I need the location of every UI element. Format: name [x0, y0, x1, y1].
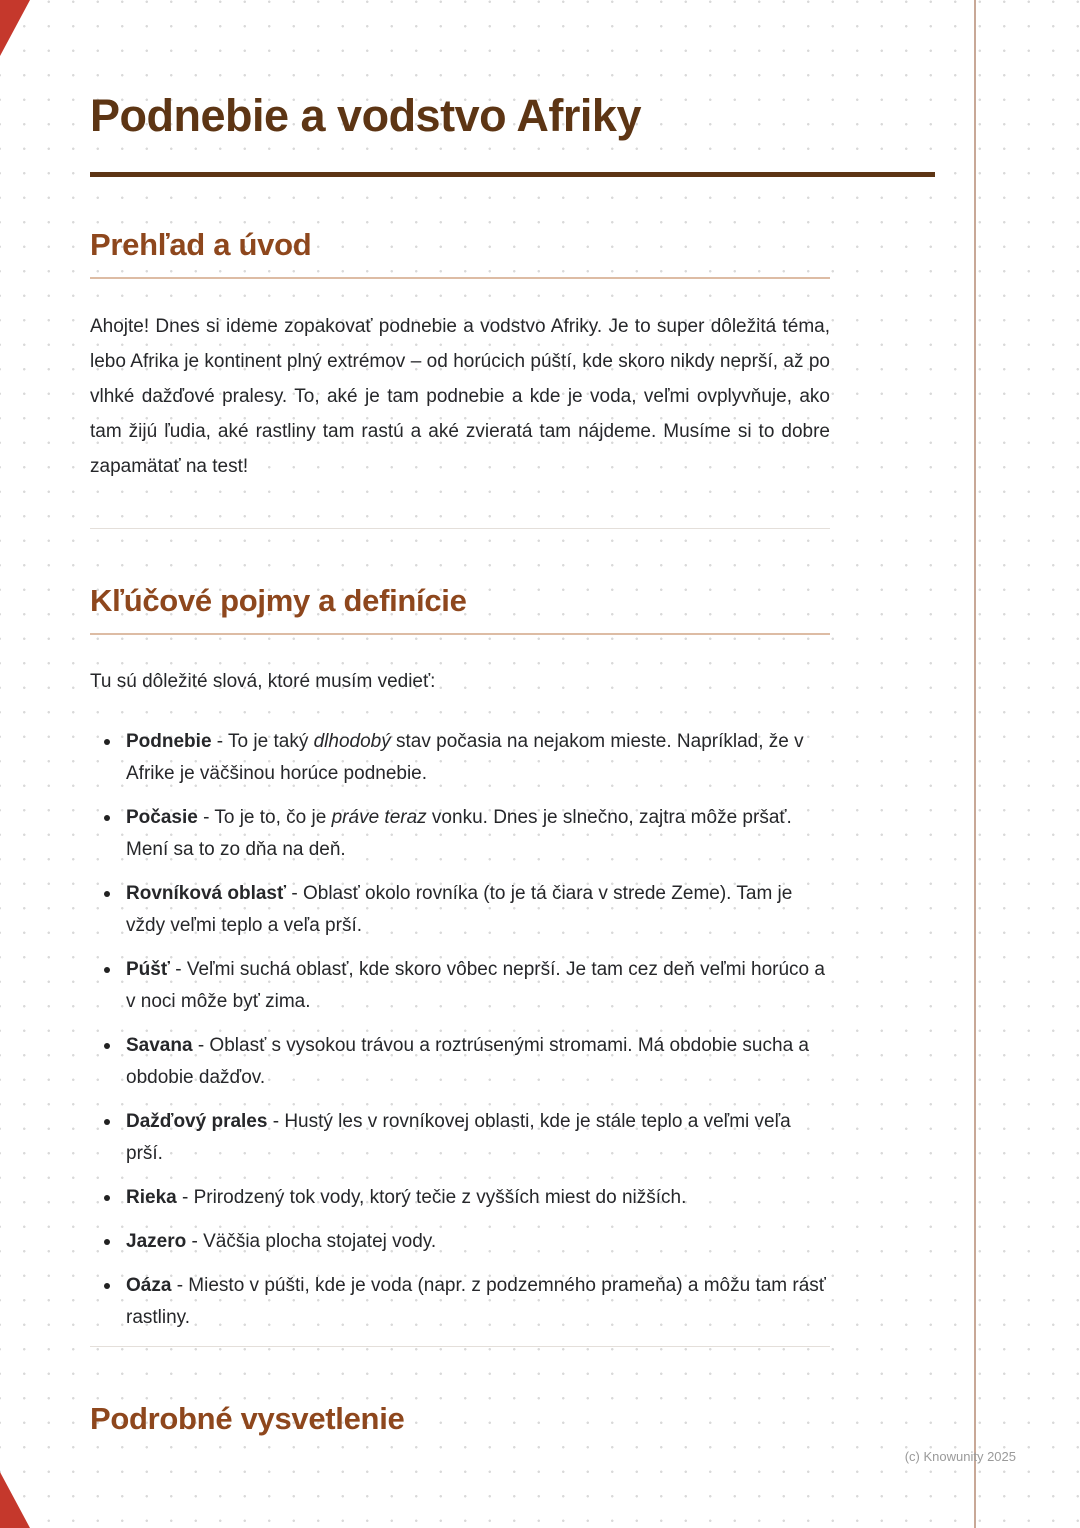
section-divider — [90, 528, 830, 529]
corner-mark-top-left — [0, 0, 30, 56]
term-item-savana — [90, 1030, 830, 1094]
section-divider — [90, 1346, 830, 1347]
term-definition: - To je to, čo je — [197, 807, 332, 828]
document-content — [90, 0, 830, 1451]
terms-intro: Tu sú dôležité slová, ktoré musím vedieť: — [90, 671, 436, 692]
term-item-oaza — [90, 1270, 830, 1334]
term-item-pocasie — [90, 802, 830, 866]
title-rule — [90, 172, 935, 177]
term-item-rovnikova-oblast — [90, 878, 830, 942]
term-definition: - Prirodzený tok vody, ktorý tečie z vyšších miest do nižších. — [176, 1187, 687, 1208]
term-label: Podnebie — [126, 731, 212, 752]
term-label: Počasie — [126, 807, 198, 828]
term-item-jazero — [90, 1226, 830, 1258]
overview-paragraph: Ahojte! Dnes si ideme zopakovať podnebie a vodstvo Afriky. Je to super dôležitá téma, lebo Afrika je kontinent plný extrémov – od horúcich púští, kde skoro nikdy neprší, až po vlhké dažďové pralesy. To, aké je tam podnebie a kde je voda, veľmi ovplyvňuje, ako tam žijú ľudia, aké rastliny tam rastú a aké zvieratá tam nájdeme. Musíme si to dobre zapamätať na test! — [90, 316, 830, 477]
term-definition-italic: práve teraz — [331, 807, 427, 828]
watermark: (c) Knowunity 2025 — [904, 1449, 1016, 1464]
term-definition-italic: dlhodobý — [313, 731, 391, 752]
term-definition: - Väčšia plocha stojatej vody. — [186, 1231, 437, 1252]
terms-list — [90, 726, 830, 1334]
term-definition: - Oblasť okolo rovníka (to je tá čiara v strede Zeme). Tam je vždy veľmi teplo a veľa prší. — [126, 883, 793, 936]
term-label: Oáza — [126, 1275, 172, 1296]
term-definition: - Oblasť s vysokou trávou a roztrúsenými stromami. Má obdobie sucha a obdobie dažďov. — [126, 1035, 809, 1088]
term-label: Jazero — [126, 1231, 187, 1252]
term-definition: - Miesto v púšti, kde je voda (napr. z podzemného prameňa) a môžu tam rásť rastliny. — [126, 1275, 826, 1328]
term-item-podnebie — [90, 726, 830, 790]
term-definition-rest: vonku. Dnes je slnečno, zajtra môže pršať. Mení sa to zo dňa na deň. — [126, 807, 792, 860]
term-definition: - Veľmi suchá oblasť, kde skoro vôbec neprší. Je tam cez deň veľmi horúco a v noci môže byť zima. — [126, 959, 825, 1012]
page-title: Podnebie a vodstvo Afriky — [90, 90, 641, 141]
term-definition: - Hustý les v rovníkovej oblasti, kde je stále teplo a veľmi veľa prší. — [126, 1111, 791, 1164]
term-definition-rest: stav počasia na nejakom mieste. Napríklad, že v Afrike je väčšinou horúce podnebie. — [126, 731, 804, 784]
terms-heading-rule — [90, 633, 830, 635]
term-label: Rieka — [126, 1187, 177, 1208]
overview-heading-rule — [90, 277, 830, 279]
term-item-pust — [90, 954, 830, 1018]
term-label: Savana — [126, 1035, 193, 1056]
term-item-dazdovy-prales — [90, 1106, 830, 1170]
section-heading-terms: Kľúčové pojmy a definície — [90, 583, 467, 618]
notebook-margin-line — [974, 0, 976, 1528]
term-definition: - To je taký — [211, 731, 314, 752]
corner-mark-bottom-left — [0, 1472, 30, 1528]
term-label: Púšť — [126, 959, 170, 980]
term-item-rieka — [90, 1182, 830, 1214]
section-heading-overview: Prehľad a úvod — [90, 227, 312, 262]
term-label: Rovníková oblasť — [126, 883, 287, 904]
term-label: Dažďový prales — [126, 1111, 268, 1132]
section-heading-detail: Podrobné vysvetlenie — [90, 1401, 405, 1436]
